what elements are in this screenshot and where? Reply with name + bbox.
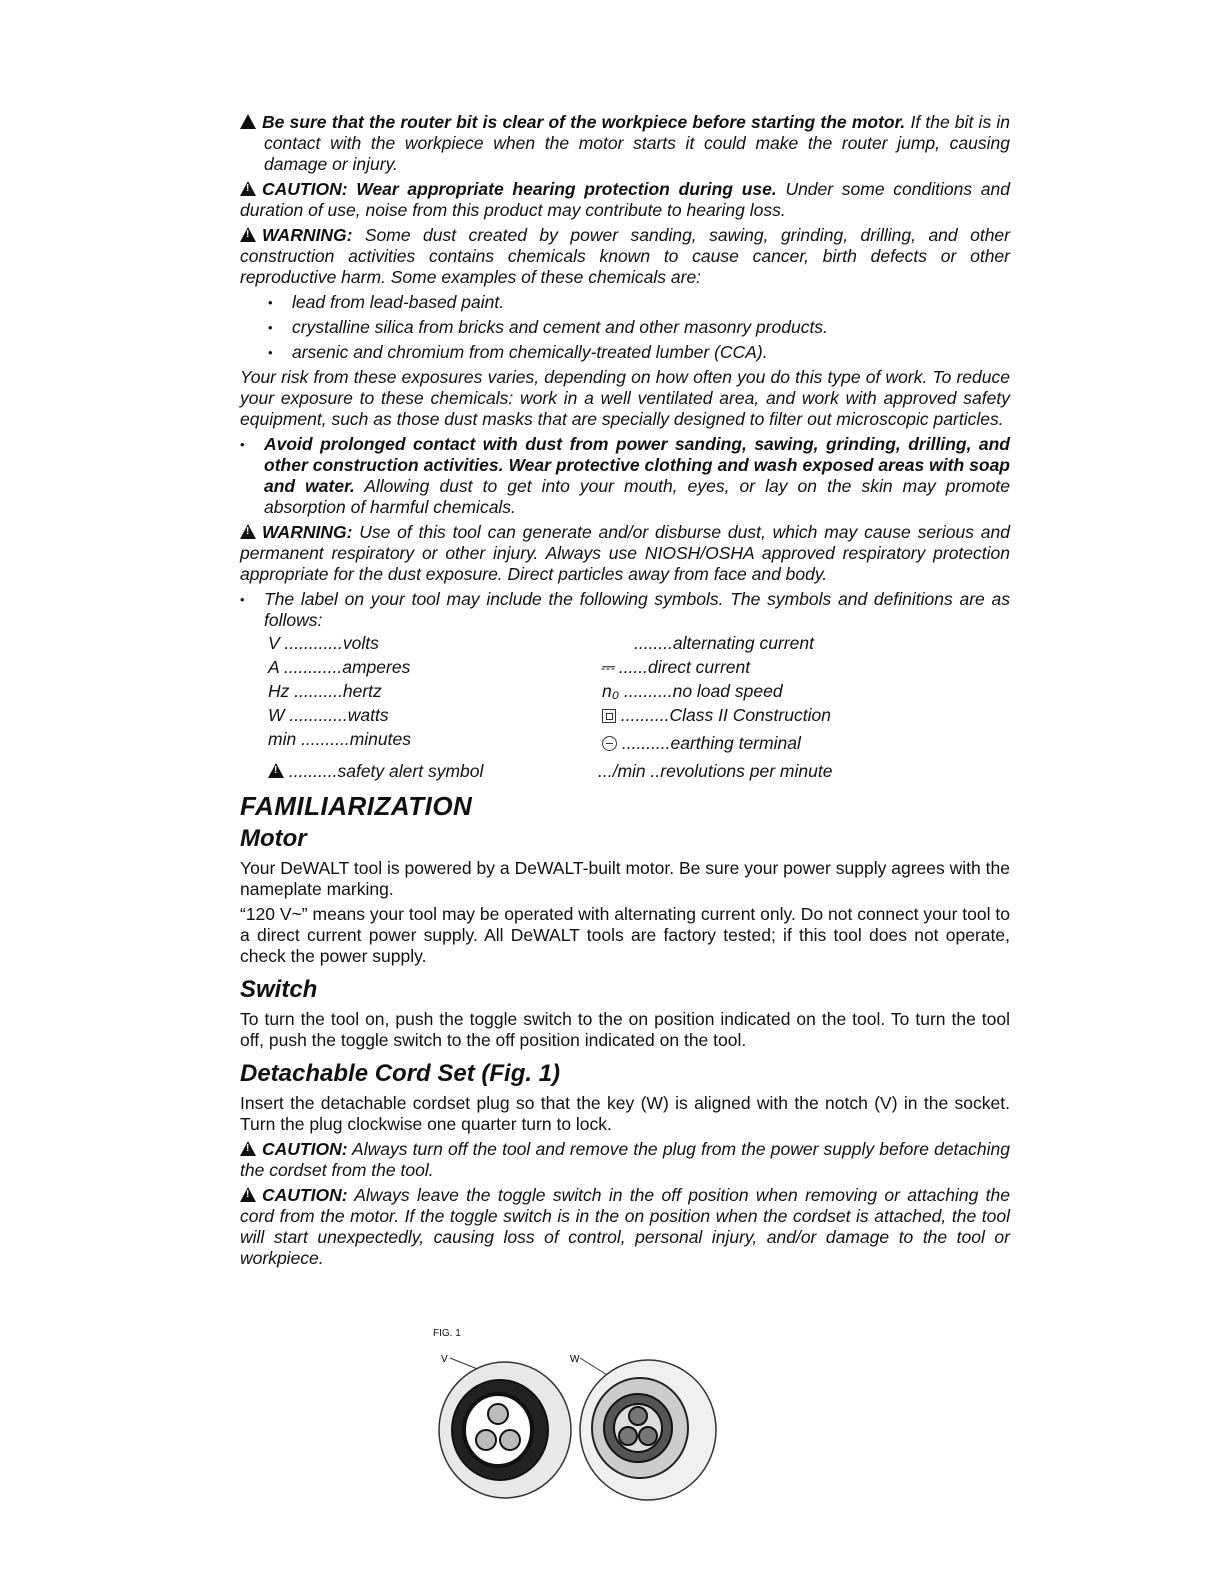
symbol-no-load-speed: n₀ ..........no load speed xyxy=(602,681,783,701)
symbol-hertz: Hz ..........hertz xyxy=(268,681,382,701)
plug-drawing xyxy=(580,1360,716,1500)
motor-heading: Motor xyxy=(240,825,307,852)
safety-alert-icon xyxy=(240,114,256,129)
motor-paragraph-2: “120 V~” means your tool may be operated with alternating current only. Do not connect your tool to a direct current power supply. All DeWALT tools are factory tested; if this tool does not operate, check the power supply. xyxy=(240,904,1010,966)
respiratory-warning: !WARNING: Use of this tool can generate and/or disburse dust, which may cause serious and permanent respiratory or other injury. Always use NIOSH/OSHA approved respiratory protection appropriate for the dust exposure. Direct particles away from face and body. xyxy=(240,522,1010,585)
list-item: • crystalline silica from bricks and cement and other masonry products. xyxy=(268,317,1010,338)
symbol-amperes: A ............amperes xyxy=(268,657,411,677)
symbol-alternating-current: ........alternating current xyxy=(634,633,814,653)
switch-heading: Switch xyxy=(240,976,318,1003)
safety-alert-icon xyxy=(240,1187,256,1202)
chemicals-list xyxy=(240,292,1010,363)
socket-drawing xyxy=(439,1362,571,1498)
safety-alert-icon xyxy=(240,524,256,539)
dc-icon: ⎓ xyxy=(600,657,614,677)
earthing-icon xyxy=(602,736,617,751)
switch-paragraph: To turn the tool on, push the toggle switch to the on position indicated on the tool. To turn the tool off, push the toggle switch to the off position indicated on the tool. xyxy=(240,1009,1010,1050)
manual-page xyxy=(240,112,1010,1273)
symbols-table xyxy=(268,633,1010,782)
safety-alert-icon xyxy=(240,227,256,242)
figure-1 xyxy=(430,1328,730,1538)
familiarization-heading: FAMILIARIZATION xyxy=(240,791,473,821)
cord-paragraph: Insert the detachable cordset plug so that the key (W) is aligned with the notch (V) in the socket. Turn the plug clockwise one quarter turn to lock. xyxy=(240,1093,1010,1134)
avoid-dust-bullet: • Avoid prolonged contact with dust from power sanding, sawing, grinding, drilling, and other construction activities. Wear protective clothing and wash exposed areas with soap and water. Allowing dust to get into your mouth, eyes, or lay on the skin may promote absorption of harmful chemicals. xyxy=(240,434,1010,518)
symbol-watts: W ............watts xyxy=(268,705,389,725)
cord-caution-1: !CAUTION: Always turn off the tool and remove the plug from the power supply before detaching the cordset from the tool. xyxy=(240,1139,1010,1181)
motor-paragraph-1: Your DeWALT tool is powered by a DeWALT-built motor. Be sure your power supply agrees with the nameplate marking. xyxy=(240,858,1010,899)
symbol-safety-alert: ! ..........safety alert symbol xyxy=(268,757,598,782)
hearing-caution: !CAUTION: Wear appropriate hearing protection during use. Under some conditions and duration of use, noise from this product may contribute to hearing loss. xyxy=(240,179,1010,221)
list-item: • lead from lead-based paint. xyxy=(268,292,1010,313)
v-label: V xyxy=(441,1354,448,1365)
list-item: • arsenic and chromium from chemically-treated lumber (CCA). xyxy=(268,342,1010,363)
symbol-class-ii: ..........Class II Construction xyxy=(598,705,928,726)
figure-label: FIG. 1 xyxy=(433,1328,461,1339)
safety-alert-icon xyxy=(268,763,284,778)
symbols-intro: • The label on your tool may include the following symbols. The symbols and definitions are as follows: xyxy=(240,589,1010,631)
router-bit-warning: !Be sure that the router bit is clear of the workpiece before starting the motor. If the bit is in contact with the workpiece when the motor starts it could make the router jump, causing damage or injury. xyxy=(240,112,1010,175)
class-ii-icon xyxy=(602,709,616,723)
safety-alert-icon xyxy=(240,181,256,196)
cord-heading: Detachable Cord Set (Fig. 1) xyxy=(240,1060,561,1087)
w-label: W xyxy=(570,1354,580,1365)
safety-alert-icon xyxy=(240,1141,256,1156)
cordset-illustration xyxy=(430,1340,730,1540)
dust-chemicals-warning: !WARNING: Some dust created by power sanding, sawing, grinding, drilling, and other construction activities contains chemicals known to cause cancer, birth defects or other reproductive harm. Some examples of these chemicals are: xyxy=(240,225,1010,288)
symbol-earthing: ..........earthing terminal xyxy=(598,729,928,754)
symbol-volts: V ............volts xyxy=(268,633,379,653)
symbol-minutes: min ..........minutes xyxy=(268,729,411,749)
risk-paragraph: Your risk from these exposures varies, depending on how often you do this type of work. To reduce your exposure to these chemicals: work in a well ventilated area, and work with approved safety equipment, such as those dust masks that are specially designed to filter out microscopic particles. xyxy=(240,367,1010,429)
symbol-rpm: .../min ..revolutions per minute xyxy=(598,761,833,781)
cord-caution-2: !CAUTION: Always leave the toggle switch in the off position when removing or attaching the cord from the motor. If the toggle switch is in the on position when the cordset is attached, the tool will start unexpectedly, causing loss of control, personal injury, and/or damage to the tool or workpiece. xyxy=(240,1185,1010,1269)
symbol-direct-current: ⎓ ......direct current xyxy=(600,657,751,677)
